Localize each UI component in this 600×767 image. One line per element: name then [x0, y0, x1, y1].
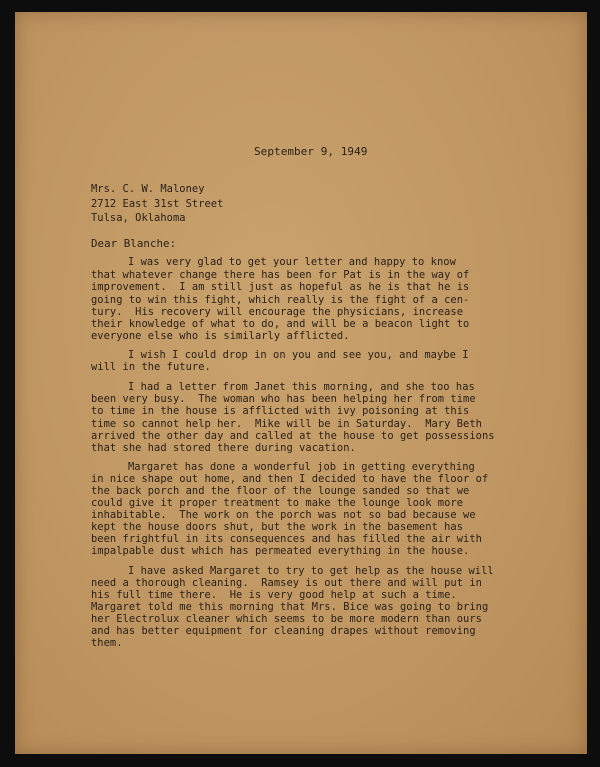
recipient-street: 2712 East 31st Street	[91, 198, 224, 210]
paragraph-5-line-1: I have asked Margaret to try to get help as the house will	[128, 565, 494, 577]
paragraph-4-line-1: Margaret has done a wonderful job in getting everything	[128, 461, 475, 473]
paragraph-1-line-2: that whatever change there has been for Pat is in the way of	[91, 269, 470, 281]
paragraph-1-line-5: tury. His recovery will encourage the physicians, increase	[91, 306, 464, 318]
paragraph-3-line-5: arrived the other day and called at the house to get possessions	[91, 430, 495, 442]
paragraph-3-line-1: I had a letter from Janet this morning, and she too has	[128, 381, 475, 393]
paragraph-5-line-4: Margaret told me this morning that Mrs. Bice was going to bring	[91, 601, 489, 613]
paragraph-4-line-8: impalpable dust which has permeated everything in the house.	[91, 545, 470, 557]
recipient-name: Mrs. C. W. Maloney	[91, 183, 205, 195]
paragraph-4-line-4: could give it proper treatment to make the lounge look more	[91, 497, 464, 509]
salutation: Dear Blanche:	[91, 237, 177, 250]
paragraph-5-line-7: them.	[91, 637, 123, 649]
paragraph-1-line-7: everyone else who is similarly afflicted.	[91, 330, 350, 342]
paragraph-3-line-2: been very busy. The woman who has been helping her from time	[91, 393, 476, 405]
paragraph-1-line-1: I was very glad to get your letter and happy to know	[128, 256, 456, 268]
paragraph-5-line-3: his full time there. He is very good help at such a time.	[91, 589, 457, 601]
paragraph-3-line-6: that she had stored there during vacation.	[91, 442, 356, 454]
paragraph-4-line-2: in nice shape out home, and then I decided to have the floor of	[91, 473, 489, 485]
paragraph-2-line-1: I wish I could drop in on you and see you, and maybe I	[128, 349, 469, 361]
paragraph-1-line-4: going to win this fight, which really is the fight of a cen-	[91, 294, 470, 306]
paragraph-4-line-7: been frightful in its consequences and has filled the air with	[91, 533, 482, 545]
paragraph-5-line-2: need a thorough cleaning. Ramsey is out there and will put in	[91, 577, 482, 589]
paragraph-1-line-3: improvement. I am still just as hopeful as he is that he is	[91, 281, 470, 293]
paragraph-4-line-5: inhabitable. The work on the porch was not so bad because we	[91, 509, 476, 521]
paragraph-4-line-6: kept the house doors shut, but the work in the basement has	[91, 521, 464, 533]
paragraph-3-line-3: to time in the house is afflicted with ivy poisoning at this	[91, 405, 470, 417]
paragraph-2-line-2: will in the future.	[91, 361, 211, 373]
letter-date: September 9, 1949	[254, 145, 368, 158]
paragraph-5-line-6: and has better equipment for cleaning drapes without removing	[91, 625, 476, 637]
paragraph-5-line-5: her Electrolux cleaner which seems to be more modern than ours	[91, 613, 482, 625]
paragraph-3-line-4: time so cannot help her. Mike will be in Saturday. Mary Beth	[91, 418, 482, 430]
paragraph-4-line-3: the back porch and the floor of the lounge sanded so that we	[91, 485, 470, 497]
paragraph-1-line-6: their knowledge of what to do, and will be a beacon light to	[91, 318, 470, 330]
recipient-city: Tulsa, Oklahoma	[91, 212, 186, 224]
